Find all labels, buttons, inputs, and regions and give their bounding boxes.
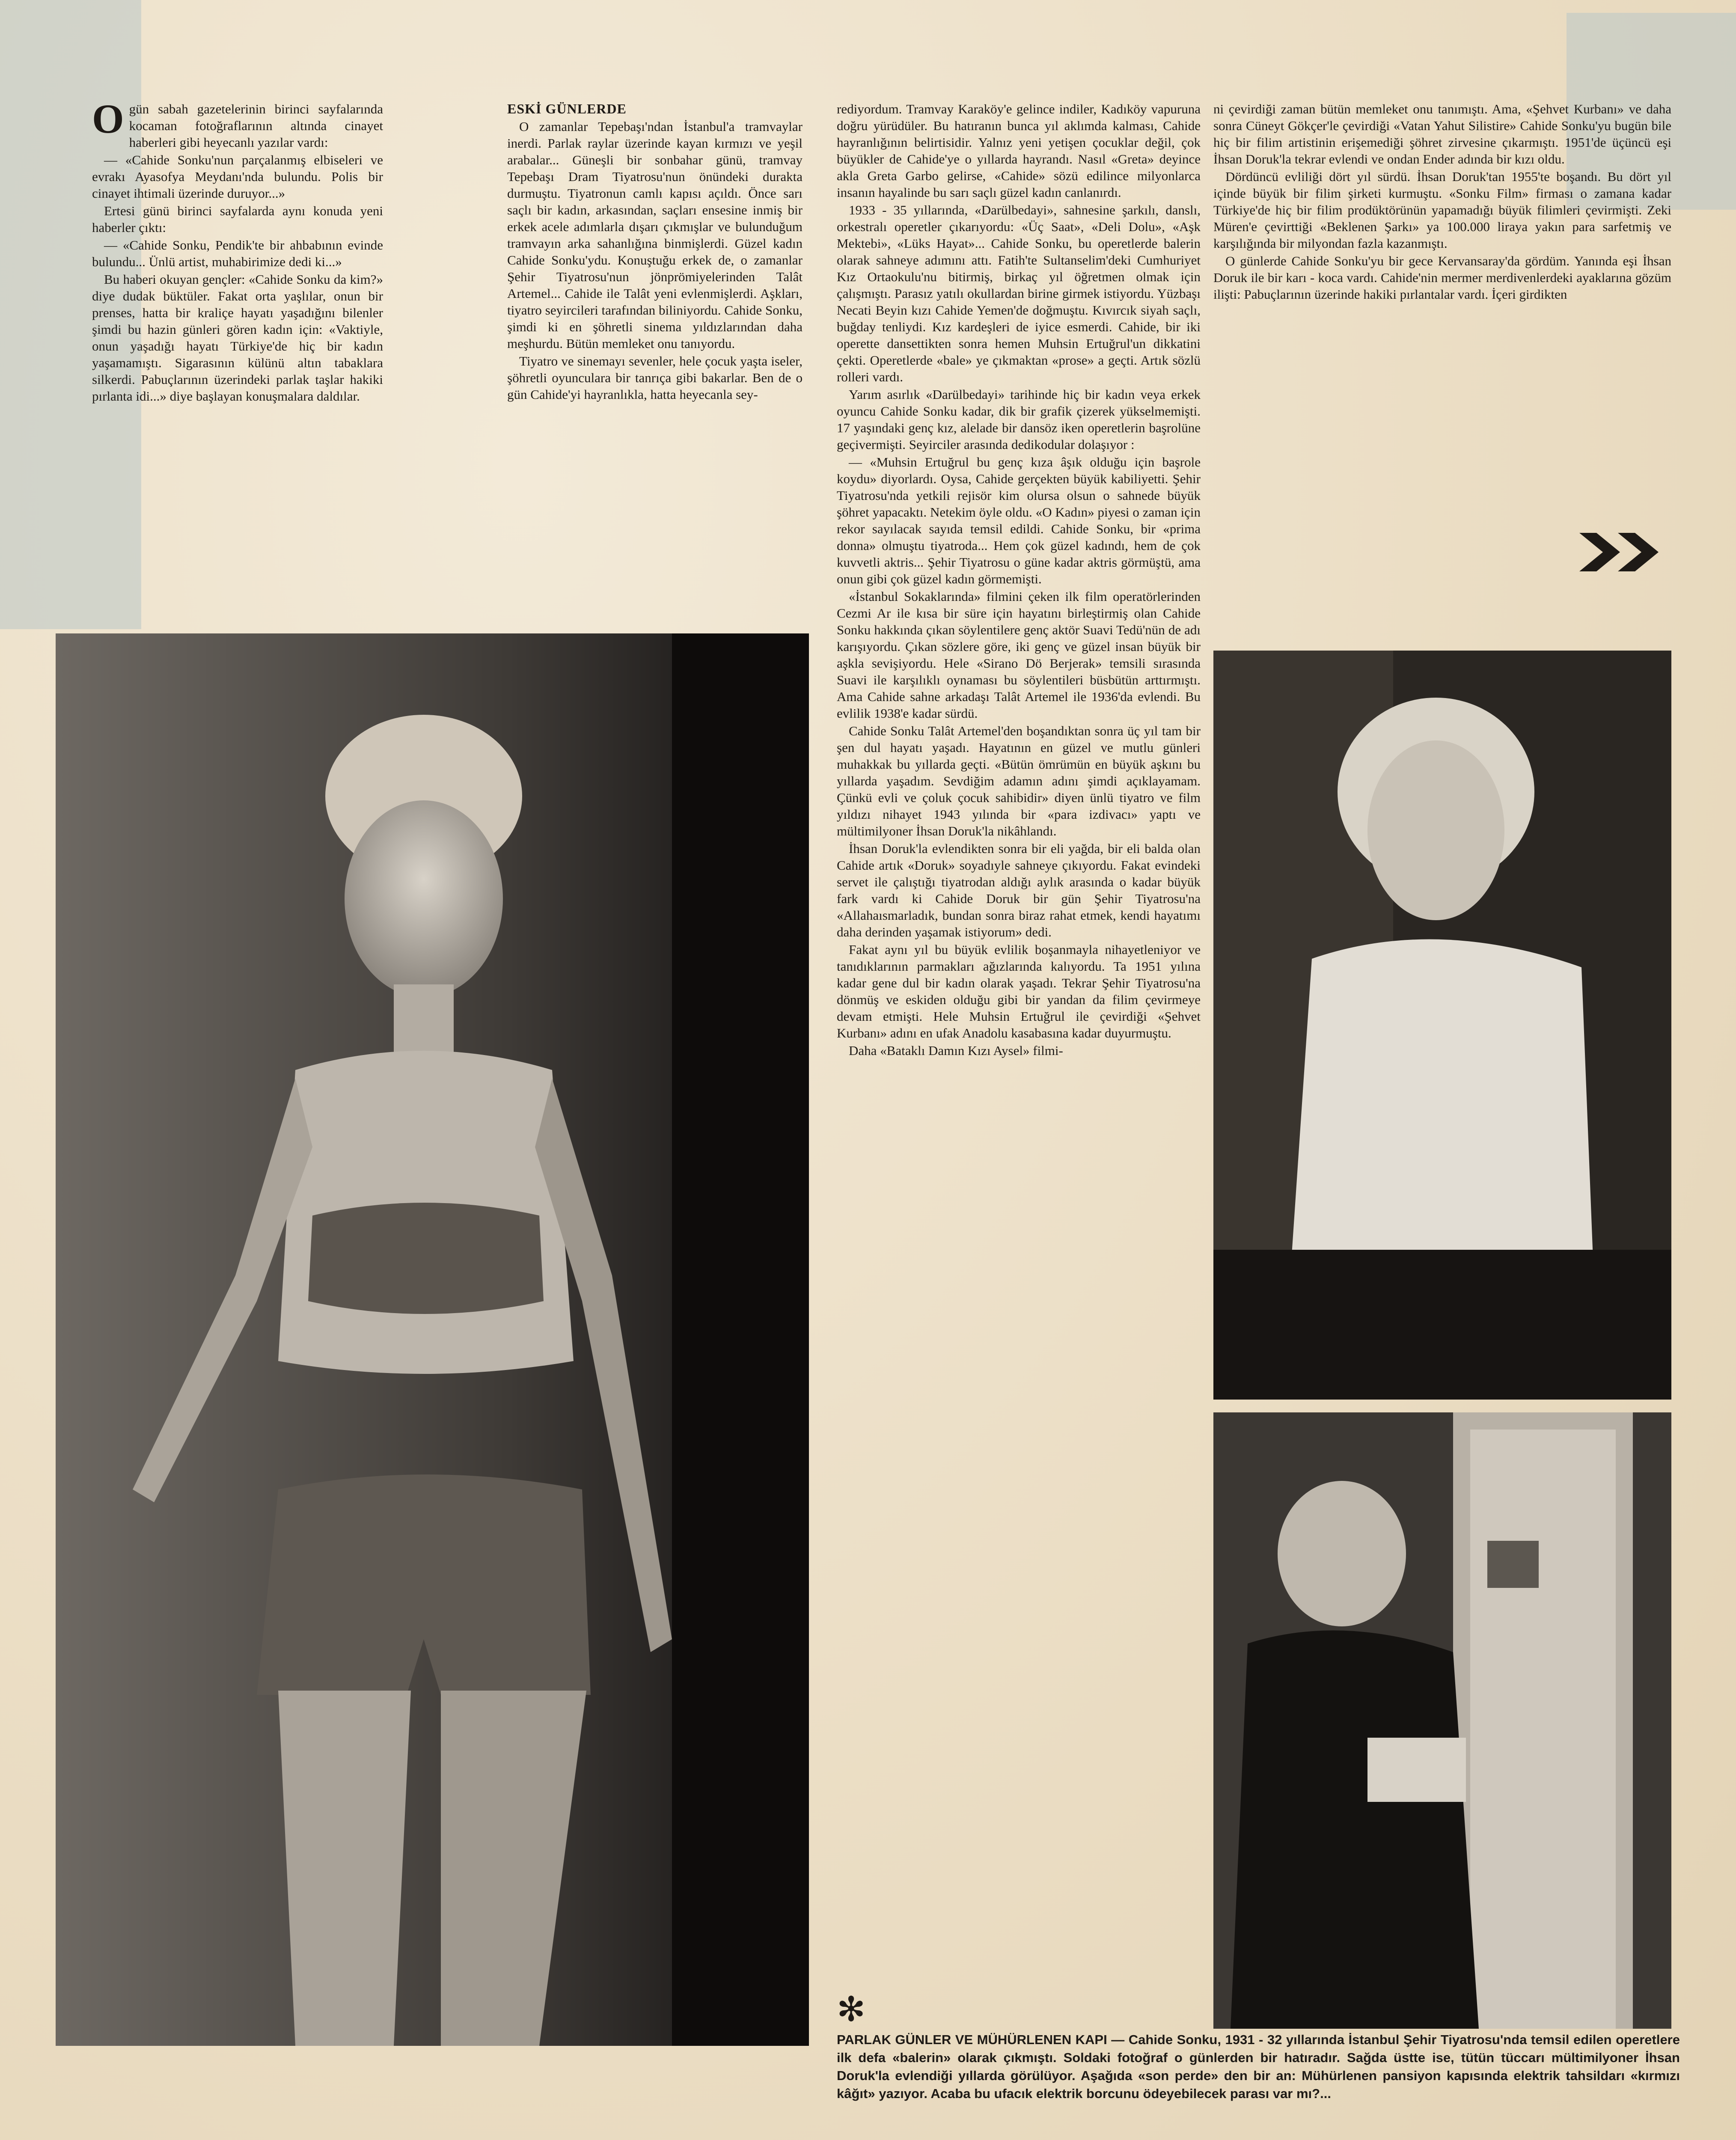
photo-caption (837, 2031, 1680, 2103)
paragraph: Tiyatro ve sinemayı sevenler, hele çocuk yaşta iseler, şöhretli oyunculara bir tanrıça gibi bakarlar. Ben de o gün Cahide'yi hayranlıkla, hatta heyecanla sey- (507, 354, 803, 402)
caption-title: PARLAK GÜNLER VE MÜHÜRLENEN KAPI (837, 2032, 1107, 2047)
paragraph: Ertesi günü birinci sayfalarda aynı konuda yeni haberler çıktı: (92, 203, 383, 235)
paragraph: İhsan Doruk'la evlendikten sonra bir eli yağda, bir eli balda olan Cahide artık «Doruk» soyadıyle sahneye çıkıyordu. Fakat evindeki servet ile çalıştığı tiyatrodan aldığı aylık arasında o kadar büyük fark vardı ki Cahide Doruk bir gün Şehir Tiyatrosu'na «Allahaısmarladık, bundan sonra biraz rahat etmek, kendi hayatımı daha derinden yaşamak istiyorum» dedi. (837, 841, 1201, 939)
article-column-2 (507, 101, 803, 404)
paragraph: Cahide Sonku Talât Artemel'den boşandıktan sonra üç yıl tam bir şen dul hayatı yaşadı. Hayatının en güzel ve mutlu günleri muhakkak bu yıllarda geçti. «Bütün ömrümün en büyük aşkını bu yıllarda yaşadım. Sevdiğim adamın adını şimdi açıklayamam. Çünkü evli ve çoluk çocuk sahibidir» diyen ünlü tiyatro ve film yıldızı nihayet 1943 yılında bir «para izdivacı» yaptı ve mültimilyoner İhsan Doruk'la nikâhlandı. (837, 723, 1201, 838)
photo-electric-collector-at-door (1213, 1412, 1671, 2029)
double-chevron-right-icon (1579, 529, 1669, 576)
caption-text: — Cahide Sonku, 1931 - 32 yıllarında İstanbul Şehir Tiyatrosu'nda temsil edilen operetlere ilk defa «balerin» olarak çıkmıştı. Soldaki fotoğraf o günlerden bir hatıradır. Sağda üstte ise, tütün tüccarı mültimilyoner İhsan Doruk'la evlendiği yıllarda görülüyor. Aşağıda «son perde» den bir an: Mühürlenen pansiyon kapısında elektrik tahsildarı «kırmızı kâğıt» yazıyor. Acaba bu ufacık elektrik borcunu ödeyebilecek parası var mı?... (837, 2032, 1680, 2101)
paragraph: Daha «Bataklı Damın Kızı Aysel» filmi- (849, 1043, 1063, 1058)
paragraph: Yarım asırlık «Darülbedayi» tarihinde hiç bir kadın veya erkek oyuncu Cahide Sonku kadar, dik bir grafik çizerek yükselmemişti. 17 yaşındaki genç kız, alelade bir dansöz iken operetlerin başrolüne geçivermişti. Seyirciler arasında dedikodular dolaşıyor : (837, 387, 1201, 452)
paragraph: 1933 - 35 yıllarında, «Darülbedayi», sahnesine şarkılı, danslı, orkestralı operetler çıkarıyordu: «Üç Saat», «Deli Dolu», «Aşk Mektebi», «Lüks Hayat»... Cahide Sonku, bu operetlerde balerin olarak sahneye adımını attı. Fatih'te Sultanselim'deki Cumhuriyet Kız Ortaokulu'nu bitirmiş, birkaç yıl öğretmen olmak için çalışmıştı. Parasız yatılı okullardan birine girmek istiyordu. Yüzbaşı Necati Beyin kızı Cahide Yemen'de doğmuştu. Kıvırcık siyah saçlı, buğday tenliydi. Kız kardeşleri de iyice esmerdi. Cahide, bir iki operette dansettikten sonra hemen Muhsin Ertuğrul'un dikkatini çekti. Operetlerde «bale» ye çıkmaktan «prose» a geçti. Artık sözlü rolleri vardı. (837, 202, 1201, 384)
paragraph: rediyordum. Tramvay Karaköy'e gelince indiler, Kadıköy vapuruna doğru yürüdüler. Bu hatıranın bunca yıl aklımda kalması, Cahide hayranlığının belirtisidir. Yalnız yeni yetişen çocuklar değil, çok büyükler de Cahide'ye o yıllarda hayrandı. Nasıl «Greta» deyince akla Greta Garbo gelirse, «Cahide» sözü edilince milyonlarca insanın hayalinde bu sarı saçlı güzel kadın canlanırdı. (837, 101, 1201, 200)
photo-portrait-sweater (1213, 651, 1671, 1400)
paragraph: «İstanbul Sokaklarında» filmini çeken ilk film operatörlerinden Cezmi Ar ile kısa bir süre için hayatını birleştirmiş olan Cahide Sonku hakkında çıkan söylentilere genç aktör Suavi Tedü'nün de adı karışıyordu. Çıkan sözlere göre, iki genç ve güzel insan büyük bir aşkla sevişiyordu. Hele «Sirano Dö Berjerak» temsili sırasında Suavi ile karşılıklı oynaması bu söylentileri büsbütün arttırmıştı. Ama Cahide sahne arkadaşı Talât Artemel ile 1936'da evlendi. Bu evlilik 1938'e kadar sürdü. (837, 589, 1201, 721)
asterisk-icon: ✻ (837, 1989, 866, 2029)
drop-cap: O (92, 96, 124, 142)
paragraph: ni çevirdiği zaman bütün memleket onu tanımıştı. Ama, «Şehvet Kurbanı» ve daha sonra Cüneyt Gökçer'le çevirdiği «Vatan Yahut Silistire» Cahide Sonku'yu bugün bile hiç bir filim artistinin erişemediği şöhret zirvesine çıkarmıştı. 1951'de üçüncü eşi İhsan Doruk'la tekrar evlendi ve ondan Ender adında bir kızı oldu. (1213, 101, 1671, 166)
article-column-1 (92, 96, 383, 405)
paragraph: — «Muhsin Ertuğrul bu genç kıza âşık olduğu için başrole koydu» diyorlardı. Oysa, Cahide gerçekten büyük kabiliyetti. Şehir Tiyatrosu'nda yetkili rejisör kim olursa olsun o sahnede büyük şöhret yapacaktı. Netekim öyle oldu. «O Kadın» piyesi o zaman için rekor sayılacak sayıda temsil edildi. Cahide Sonku, bir «prima donna» olmuştu tiyatroda... Hem çok güzel kadındı, hem de çok kuvvetli aktris... Şehir Tiyatrosu o güne kadar aktris görmüştü, ama onun gibi çok güzel kadın görmemişti. (837, 455, 1201, 586)
paragraph: O zamanlar Tepebaşı'ndan İstanbul'a tramvaylar inerdi. Parlak raylar üzerinde kayan kırmızı ve yeşil arabalar... Güneşli bir sonbahar günü, tramvay Tepebaşı Dram Tiyatrosu'nun önündeki durakta durmuştu. Tiyatronun camlı kapısı açıldı. Önce sarı saçlı bir kadın, arkasından, saçları ensesine inmiş bir erkek acele adımlarla dışarı çıkmışlar ve bulunduğum tramvayın arka sahanlığına binmişlerdi. Güzel kadın Cahide Sonku'ydu. Konuştuğu erkek de, o zamanlar Şehir Tiyatrosu'nun jönprömiyelerinden Talât Artemel... Cahide ile Talât yeni evlenmişlerdi. Aşkları, tiyatro seyircileri tarafından biliniyordu. Cahide Sonku, şimdi ki en şöhretli sinema yıldızlarından daha meşhurdu. Bütün memleket onu tanıyordu. (507, 119, 803, 351)
paragraph: — «Cahide Sonku'nun parçalanmış elbiseleri ve evrakı Ayasofya Meydanı'nda bulundu. Polis bir cinayet ihtimali üzerinde duruyor...» (92, 152, 383, 201)
article-column-3 (837, 101, 1201, 1060)
paragraph: gün sabah gazetelerinin birinci sayfalarında kocaman fotoğraflarının altında cinayet haberleri gibi heyecanlı yazılar vardı: (129, 101, 383, 150)
photo-swimsuit-portrait (56, 633, 809, 2046)
paragraph: O günlerde Cahide Sonku'yu bir gece Kervansaray'da gördüm. Yanında eşi İhsan Doruk ile bir karı - koca vardı. Cahide'nin mermer merdivenlerdeki ayaklarına gözüm ilişti: Pabuçlarının üzerinde hakiki pırlantalar vardı. İçeri girdikten (1213, 253, 1671, 302)
paragraph: Fakat aynı yıl bu büyük evlilik boşanmayla nihayetleniyor ve tanıdıklarının parmakları ağızlarında kalıyordu. Ta 1951 yılına kadar gene dul bir kadın olarak yaşadı. Tekrar Şehir Tiyatrosu'na dönmüş ve eskiden olduğu gibi bir yandan da filim çevirmeye devam etmişti. Hele Muhsin Ertuğrul ile çevirdiği «Şehvet Kurbanı» adını en ufak Anadolu kasabasına kadar duyurmuştu. (837, 942, 1201, 1040)
paragraph: — «Cahide Sonku, Pendik'te bir ahbabının evinde bulundu... Ünlü artist, muhabirimize dedi ki...» (92, 238, 383, 269)
paragraph: Dördüncü evliliği dört yıl sürdü. İhsan Doruk'tan 1955'te boşandı. Bu dört yıl içinde büyük bir filim şirketi kurmuştu. «Sonku Film» firması o zamana kadar Türkiye'de hiç bir filim prodüktörünün yapamadığı büyük filimleri çevirmişti. Zeki Müren'e çevirttiği «Beklenen Şarkı» ya 100.000 liraya yakın para sarfetmiş ve karşılığında bir milyondan fazla kazanmıştı. (1213, 169, 1671, 251)
section-heading: ESKİ GÜNLERDE (507, 101, 627, 116)
article-column-4 (1213, 101, 1671, 303)
paragraph: Bu haberi okuyan gençler: «Cahide Sonku da kim?» diye dudak büktüler. Fakat orta yaşlılar, onun bir prenses, hatta bir kraliçe hayatı yaşadığını bilenler şimdi bu hazin günleri gören kadın için: «Vaktiyle, onun yaşadığı hayatı Türkiye'de hiç bir kadın yaşamamıştı. Sigarasının külünü altın tabaklara silkerdi. Pabuçlarının üzerindeki parlak taşlar hakiki pırlanta idi...» diye başlayan konuşmalara daldılar. (92, 272, 383, 404)
